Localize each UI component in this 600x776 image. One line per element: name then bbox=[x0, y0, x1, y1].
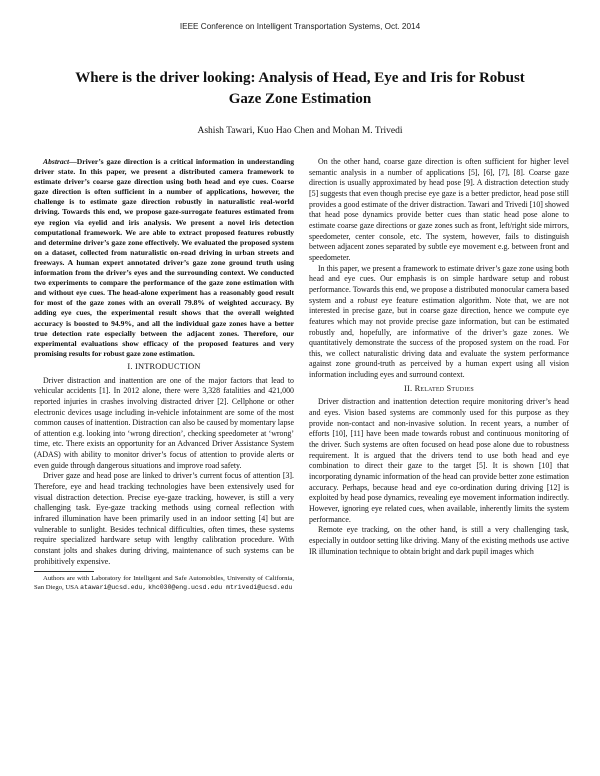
paper-title: Where is the driver looking: Analysis of Head, Eye and Iris for Robust Gaze Zone Estimation bbox=[75, 70, 525, 107]
right-paragraph-2 bbox=[309, 264, 569, 381]
intro-paragraph-2: Driver gaze and head pose are linked to driver’s current focus of attention [3]. Therefore, eye and head tracking technologies have been extensively used for visual distraction detection. Precise eye-gaze tracking, however, is still a very challenging task. Eye-gaze tracking methods using corneal reflection with infrared illumination have been primarily used in an indoor setting [4] but are vulnerable to sunlight. Besides technical difficulties, often times, these systems require specialized hardware setup with lengthy calibration procedure. With constant jolts and shakes during driving, maintenance of such systems can be prohibitively expensive. bbox=[34, 471, 294, 566]
intro-paragraph-1: Driver distraction and inattention are one of the major factors that lead to vehicular accidents [1]. In 2012 alone, there were 3,328 fatalities and 421,000 reported injuries in crashes involving distracted driver [2]. Cellphone or other electronic devices usage including in-vehicle infotainment are some of the most common causes of inattention. Distraction can also be caused by momentary lapse of attention e.g. looking into ‘wrong direction’, checking speedometer at ‘wrong’ time, etc. There exists an opportunity for an Advanced Driver Assistance System (ADAS) with ability to monitor driver’s focus of attention to provide alerts or even guide through dangerous situations and improve road safety. bbox=[34, 375, 294, 470]
right-paragraph-1: On the other hand, coarse gaze direction is often sufficient for higher level semantic analysis in a number of applications [5], [6], [7], [8]. Coarse gaze direction is usually approximated by head pose [9]. A distraction detection study [5] suggests that even though precise eye gaze is a better predictor, head pose still provides a good estimate of the driver distraction. Tawari and Trivedi [10] showed that head pose dynamics provide better cues than static head pose alone to estimate coarse gaze directions or gaze zones such as front, left/right side mirrors, speedometer, center console, etc. The system, however, fails to distinguish between adjacent zones separated by subtle eye movement e.g. between front and speedometer. bbox=[309, 157, 569, 262]
footnote-email-2: khc030@eng.ucsd.edu mtrivedi@ucsd.edu bbox=[148, 583, 293, 591]
right-column bbox=[309, 157, 569, 557]
left-column bbox=[34, 157, 294, 593]
paper-authors: Ashish Tawari, Kuo Hao Chen and Mohan M. Trivedi bbox=[197, 126, 403, 136]
section-number: II. bbox=[404, 383, 413, 393]
footnote-rule bbox=[34, 571, 94, 572]
abstract-lead: Abstract bbox=[43, 157, 70, 166]
right-paragraph-2-b: eye feature estimation algorithm. Note that, we are not interested in precise gaze, but in coarse gaze direction, hence we compute eye features which may not provide precise gaze information, but can be estimated robustly and, hopefully, are informative of the driver’s gaze zones. We quantitatively demonstrate the success of the proposed system on the road. For this, we collect naturalistic driving data and evaluate the system performance against zone ground-truth as perceived by a human expert using all vision information including eyes and surround context. bbox=[309, 295, 569, 380]
section-number: I. bbox=[127, 361, 133, 371]
author-footnote bbox=[34, 575, 294, 592]
section-heading-related-studies bbox=[309, 384, 569, 395]
right-paragraph-2-emphasis: robust bbox=[357, 295, 378, 305]
footnote-text: Authors are with Laboratory for Intelligent and Safe Automobiles, University of California, San Diego, USA bbox=[34, 575, 294, 591]
right-paragraph-2-a: In this paper, we present a framework to estimate driver’s gaze zone using both head and eye cues. Our emphasis is on simple hardware setup and robust performance. Towards this end, we propose a distributed monocular camera based system and a bbox=[309, 263, 569, 305]
related-paragraph-2: Remote eye tracking, on the other hand, is still a very challenging task, especially in outdoor setting like driving. Many of the existing methods use active IR illumination technique to obtain bright and dark pupil images which bbox=[309, 525, 569, 556]
section-heading-introduction bbox=[34, 362, 294, 373]
section-title: Related Studies bbox=[414, 383, 474, 393]
section-title: INTRODUCTION bbox=[134, 361, 201, 371]
running-head: IEEE Conference on Intelligent Transportation Systems, Oct. 2014 bbox=[179, 22, 421, 31]
abstract bbox=[34, 157, 294, 359]
related-paragraph-1: Driver distraction and inattention detection require monitoring driver’s head and eyes. Vision based systems are commonly used for this purpose as they provide non-contact and non-invasive solution. In recent years, a number of efforts [10], [11] have been made towards robust and continuous monitoring of the driver. Such systems are often focused on head pose alone due to robustness requirement. It is argued that the drivers tend to use both head and eye combination to direct their gaze to the target [5]. It is shown [10] that incorporating dynamic information of the head can provide better zone estimation accuracy. Perhaps, because head and eye co-ordination during driving [12] is exploited by head pose dynamics, revealing eye movement information indirectly. However, ignoring eye related cues, when available, inherently limits the system performance. bbox=[309, 397, 569, 524]
footnote-email-1: atawari@ucsd.edu, bbox=[80, 583, 147, 591]
abstract-text: —Driver’s gaze direction is a critical information in understanding driver state. In this paper, we present a distributed camera framework to estimate driver’s coarse gaze direction using both head and eye cues. Coarse gaze direction is often sufficient in a number of applications, however, the challenge is to estimate gaze direction robustly in naturalistic real-world driving. Towards this end, we propose gaze-surrogate features estimated from eye region via eyelid and iris analysis. We present a novel iris detection computational framework. We are able to extract proposed features robustly and determine driver’s gaze zone effectively. We evaluated the proposed system on a dataset, collected from naturalistic on-road driving in urban streets and freeways. A human expert annotated driver’s gaze zone ground truth using information from the driver’s eyes and the surrounding context. We conducted two experiments to compare the performance of the gaze zone estimation with and without eye cues. The head-alone experiment has a reasonably good result for most of the gaze zones with an overall 79.8% of weighted accuracy. By adding eye cues, the experimental result shows that the overall weighted accuracy is boosted to 94.9%, and all the individual gaze zones have a better true detection rate especially between the adjacent zones. Therefore, our experimental evaluations show efficacy of the proposed features and very promising results for robust gaze zone estimation. bbox=[34, 157, 294, 358]
